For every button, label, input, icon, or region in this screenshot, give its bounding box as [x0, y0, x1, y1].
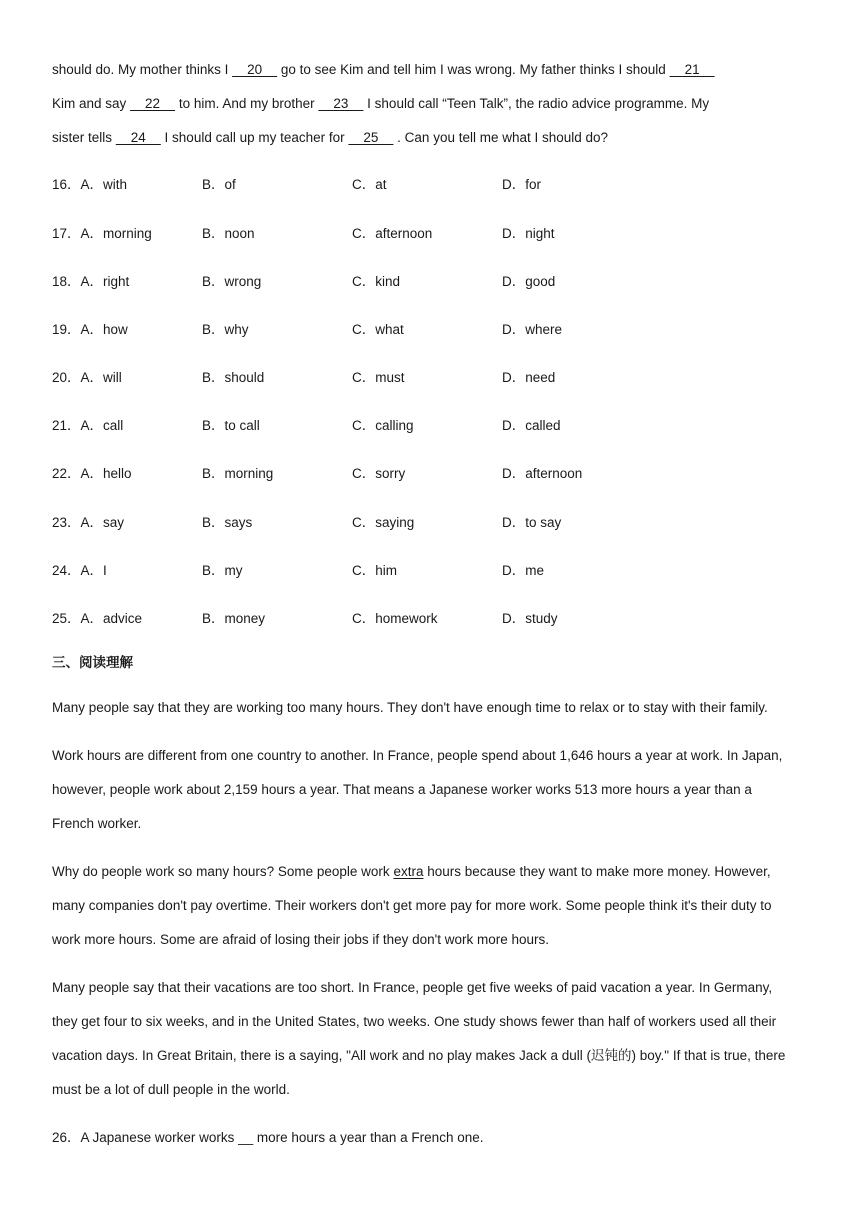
paragraph-3-line: work more hours. Some are afraid of losing their jobs if they don't work more hours.: [52, 932, 550, 947]
option-c: C．saying: [352, 515, 415, 530]
option-a: 19．A．how: [52, 322, 128, 337]
question-26: 26．A Japanese worker works __ more hours a year than a French one.: [52, 1130, 484, 1145]
option-a: 18．A．right: [52, 274, 130, 289]
paragraph-3-line: many companies don't pay overtime. Their workers don't get more pay for more work. Some people think it's their duty to: [52, 898, 772, 913]
paragraph-text: hours because they want to make more money. However,: [423, 864, 771, 879]
passage-text: . Can you tell me what I should do?: [393, 130, 609, 145]
question-row-25: [52, 609, 812, 629]
option-d: D．night: [502, 226, 555, 241]
paragraph-4-line: vacation days. In Great Britain, there is a saying, "All work and no play makes Jack a dull (迟钝的) boy." If that is true, there: [52, 1048, 786, 1063]
question-row-18: [52, 272, 812, 292]
option-b: B．noon: [202, 226, 255, 241]
option-b: B．says: [202, 515, 253, 530]
option-b: B．wrong: [202, 274, 262, 289]
paragraph-2-line: however, people work about 2,159 hours a year. That means a Japanese worker works 513 more hours a year than a: [52, 782, 752, 797]
option-b: B．why: [202, 322, 249, 337]
underlined-word: extra: [393, 864, 424, 879]
option-d: D．good: [502, 274, 556, 289]
paragraph-1: Many people say that they are working too many hours. They don't have enough time to relax or to stay with their family.: [52, 700, 768, 715]
option-c: C．what: [352, 322, 404, 337]
option-d: D．called: [502, 418, 561, 433]
passage-text: to him. And my brother: [175, 96, 319, 111]
blank-20: 20: [232, 62, 278, 77]
option-d: D．afternoon: [502, 466, 583, 481]
option-d: D．study: [502, 611, 558, 626]
paragraph-2-line: Work hours are different from one country to another. In France, people spend about 1,646 hours a year at work. In Japan,: [52, 748, 783, 763]
option-d: D．to say: [502, 515, 562, 530]
blank-25: 25: [348, 130, 394, 145]
passage-line-2: [52, 94, 709, 114]
option-b: B．to call: [202, 418, 260, 433]
blank-23: 23: [318, 96, 364, 111]
option-c: C．homework: [352, 611, 438, 626]
option-a: 22．A．hello: [52, 466, 132, 481]
blank-21: 21: [669, 62, 715, 77]
passage-text: I should call up my teacher for: [160, 130, 349, 145]
question-row-23: [52, 513, 812, 533]
passage-text: sister tells: [52, 130, 116, 145]
question-row-20: [52, 368, 812, 388]
option-a: 25．A．advice: [52, 611, 143, 626]
passage-text: Kim and say: [52, 96, 131, 111]
option-c: C．sorry: [352, 466, 406, 481]
option-c: C．must: [352, 370, 405, 385]
passage-text: should do. My mother thinks I: [52, 62, 233, 77]
question-row-16: [52, 175, 812, 195]
question-row-17: [52, 224, 812, 244]
option-a: 20．A．will: [52, 370, 122, 385]
option-b: B．of: [202, 177, 236, 192]
option-b: B．morning: [202, 466, 274, 481]
paragraph-2-line: French worker.: [52, 816, 142, 831]
passage-text: I should call “Teen Talk”, the radio advice programme. My: [363, 96, 710, 111]
option-b: B．my: [202, 563, 243, 578]
option-b: B．money: [202, 611, 266, 626]
passage-text: go to see Kim and tell him I was wrong. My father thinks I should: [277, 62, 670, 77]
paragraph-text: Why do people work so many hours? Some people work: [52, 864, 394, 879]
question-row-19: [52, 320, 812, 340]
option-a: 23．A．say: [52, 515, 125, 530]
question-row-21: [52, 416, 812, 436]
blank-24: 24: [115, 130, 161, 145]
blank-22: 22: [130, 96, 176, 111]
question-row-22: [52, 464, 812, 484]
option-a: 24．A．I: [52, 563, 107, 578]
paragraph-4-line: they get four to six weeks, and in the United States, two weeks. One study shows fewer than half of workers used all their: [52, 1014, 777, 1029]
option-a: 21．A．call: [52, 418, 124, 433]
option-b: B．should: [202, 370, 265, 385]
option-c: C．at: [352, 177, 387, 192]
paragraph-4-line: Many people say that their vacations are too short. In France, people get five weeks of paid vacation a year. In Germany,: [52, 980, 773, 995]
option-c: C．afternoon: [352, 226, 433, 241]
question-row-24: [52, 561, 812, 581]
option-c: C．kind: [352, 274, 401, 289]
paragraph-3-line: [52, 862, 771, 882]
option-d: D．need: [502, 370, 556, 385]
option-a: 17．A．morning: [52, 226, 152, 241]
option-d: D．where: [502, 322, 563, 337]
section-heading: 三、阅读理解: [52, 655, 133, 670]
passage-line-1: [52, 60, 715, 80]
passage-line-3: [52, 128, 608, 148]
option-c: C．him: [352, 563, 398, 578]
option-a: 16．A．with: [52, 177, 128, 192]
option-d: D．for: [502, 177, 542, 192]
option-d: D．me: [502, 563, 545, 578]
option-c: C．calling: [352, 418, 414, 433]
paragraph-4-line: must be a lot of dull people in the world.: [52, 1082, 290, 1097]
